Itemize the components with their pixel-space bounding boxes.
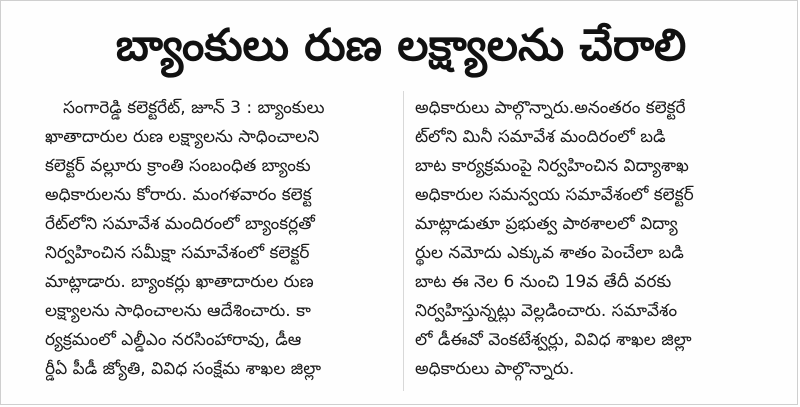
article-column-right <box>415 94 785 384</box>
text-line: మాట్లాడుతూ ప్రభుత్వ పాఠశాలలో విద్యా <box>415 214 678 234</box>
text-line: బాట ఈ నెల 6 నుంచి 19వ తేదీ వరకు <box>415 272 672 292</box>
text-line: మాట్లాడారు. బ్యాంకర్లు ఖాతాదారుల రుణ <box>45 272 314 292</box>
text-line: ర్థుల నమోదు ఎక్కువ శాతం పెంచేలా బడి <box>415 243 684 263</box>
text-line: కలెక్టర్ వల్లూరు క్రాంతి సంబంధిత బ్యాంకు <box>45 156 311 176</box>
text-line: ర్డీఏ పీడీ జ్యోతి, వివిధ సంక్షేమ శాఖల జిల్లా <box>45 359 321 379</box>
text-line: లో డీఈవో వెంకటేశ్వర్లు, వివిధ శాఖల జిల్లా <box>415 330 692 350</box>
text-line: ఖాతాదారుల రుణ లక్ష్యాలను సాధించాలని <box>45 127 320 147</box>
text-line: సంగారెడ్డి కలెక్టరేట్, జూన్ 3 : బ్యాంకులు <box>63 98 325 118</box>
text-line: నిర్వహించిన సమీక్షా సమావేశంలో కలెక్టర్ <box>45 243 310 263</box>
text-line: లక్ష్యాలను సాధించాలను ఆదేశించారు. కా <box>45 301 311 321</box>
text-line: అధికారులు పాల్గొన్నారు. <box>415 359 575 379</box>
text-line: అధికారులను కోరారు. మంగళవారం కలెక్ట <box>45 185 312 205</box>
text-line: రేట్‌లోని సమావేశ మందిరంలో బ్యాంకర్లతో <box>45 214 315 234</box>
text-line: బాట కార్యక్రమంపై నిర్వహించిన విద్యాశాఖ <box>415 156 689 176</box>
text-line: నిర్వహిస్తున్నట్లు వెల్లడించారు. సమావేశం <box>415 301 678 321</box>
text-line: ర్యక్రమంలో ఎల్డీఎం నరసింహారావు, డీఆ <box>45 330 302 350</box>
article-column-left <box>45 94 395 384</box>
text-line: అధికారులు పాల్గొన్నారు.అనంతరం కలెక్టరే <box>415 98 686 118</box>
text-line: ట్‌లోని మినీ సమావేశ మందిరంలో బడి <box>415 127 666 147</box>
headline: బ్యాంకులు రుణ లక్ష్యాలను చేరాలి <box>115 20 687 71</box>
text-line: అధికారుల సమన్వయ సమావేశంలో కలెక్టర్ <box>415 185 694 205</box>
column-divider <box>403 91 404 391</box>
